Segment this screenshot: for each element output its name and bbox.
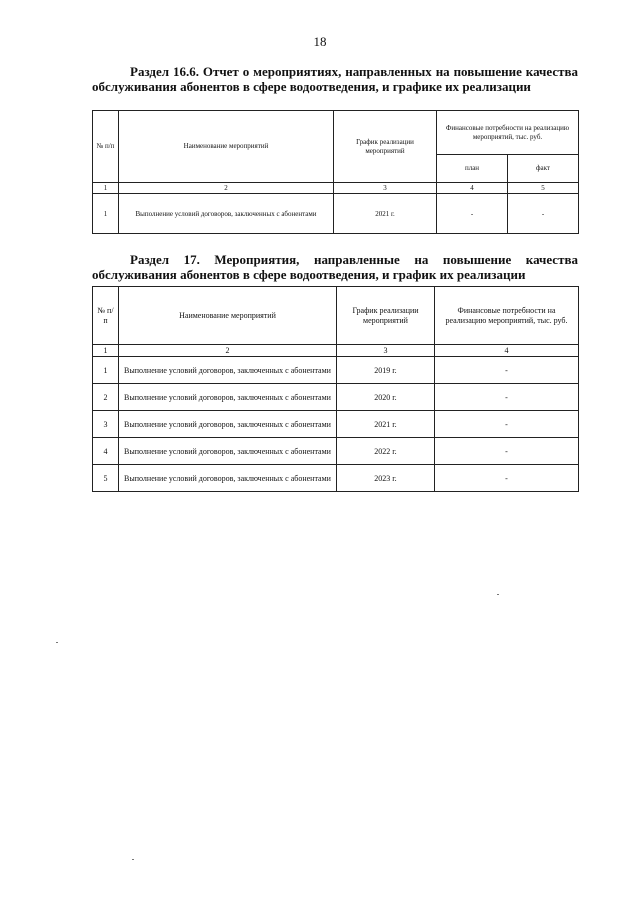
- row-year: 2020 г.: [337, 384, 435, 411]
- header-fact: факт: [508, 155, 579, 183]
- header-num: № п/п: [93, 111, 119, 183]
- scan-speck: [56, 642, 58, 643]
- header-schedule: График реализации мероприятий: [337, 287, 435, 345]
- section-16-6-heading: [92, 64, 578, 94]
- row-name: Выполнение условий договоров, заключенных с абонентами: [119, 194, 334, 234]
- header-schedule: График реализации мероприятий: [334, 111, 437, 183]
- row-name: Выполнение условий договоров, заключенных с абонентами: [119, 357, 337, 384]
- row-finance: -: [435, 465, 579, 492]
- index-cell: 4: [437, 183, 508, 194]
- scan-speck: [132, 859, 134, 860]
- page-number: 18: [313, 34, 327, 49]
- table-row: [93, 411, 579, 438]
- header-name: Наименование мероприятий: [119, 111, 334, 183]
- row-name: Выполнение условий договоров, заключенных с абонентами: [119, 384, 337, 411]
- row-num: 2: [93, 384, 119, 411]
- row-num: 5: [93, 465, 119, 492]
- table-row: [93, 357, 579, 384]
- row-finance: -: [435, 411, 579, 438]
- index-cell: 5: [508, 183, 579, 194]
- row-year: 2022 г.: [337, 438, 435, 465]
- row-name: Выполнение условий договоров, заключенных с абонентами: [119, 438, 337, 465]
- row-name: Выполнение условий договоров, заключенных с абонентами: [119, 465, 337, 492]
- index-row: [93, 345, 579, 357]
- header-finance: Финансовые потребности на реализацию мероприятий, тыс. руб.: [435, 287, 579, 345]
- row-year: 2019 г.: [337, 357, 435, 384]
- row-num: 1: [93, 194, 119, 234]
- row-num: 4: [93, 438, 119, 465]
- row-year: 2023 г.: [337, 465, 435, 492]
- table-row: [93, 438, 579, 465]
- index-row: [93, 183, 579, 194]
- index-cell: 1: [93, 183, 119, 194]
- row-num: 3: [93, 411, 119, 438]
- section-17-title: Раздел 17. Мероприятия, направленные на повышение качества обслуживания абонентов в сфере водоотведения, и график их реализации: [92, 252, 578, 282]
- row-fact: -: [508, 194, 579, 234]
- index-cell: 1: [93, 345, 119, 357]
- row-finance: -: [435, 357, 579, 384]
- header-name: Наименование мероприятий: [119, 287, 337, 345]
- index-cell: 4: [435, 345, 579, 357]
- row-name: Выполнение условий договоров, заключенных с абонентами: [119, 411, 337, 438]
- section-17-table: [92, 286, 579, 492]
- index-cell: 3: [337, 345, 435, 357]
- row-num: 1: [93, 357, 119, 384]
- header-finance: Финансовые потребности на реализацию мероприятий, тыс. руб.: [437, 111, 579, 155]
- table-row: [93, 194, 579, 234]
- row-year: 2021 г.: [337, 411, 435, 438]
- section-17-heading: [92, 252, 578, 282]
- index-cell: 2: [119, 183, 334, 194]
- table-row: [93, 465, 579, 492]
- header-num: № п/п: [93, 287, 119, 345]
- index-cell: 3: [334, 183, 437, 194]
- section-16-6-title: Раздел 16.6. Отчет о мероприятиях, направленных на повышение качества обслуживания абонентов в сфере водоотведения, и графике их реализации: [92, 64, 578, 94]
- row-finance: -: [435, 384, 579, 411]
- section-16-6-table: [92, 110, 579, 234]
- table-row: [93, 384, 579, 411]
- header-plan: план: [437, 155, 508, 183]
- row-plan: -: [437, 194, 508, 234]
- row-year: 2021 г.: [334, 194, 437, 234]
- row-finance: -: [435, 438, 579, 465]
- index-cell: 2: [119, 345, 337, 357]
- scan-speck: [497, 594, 499, 595]
